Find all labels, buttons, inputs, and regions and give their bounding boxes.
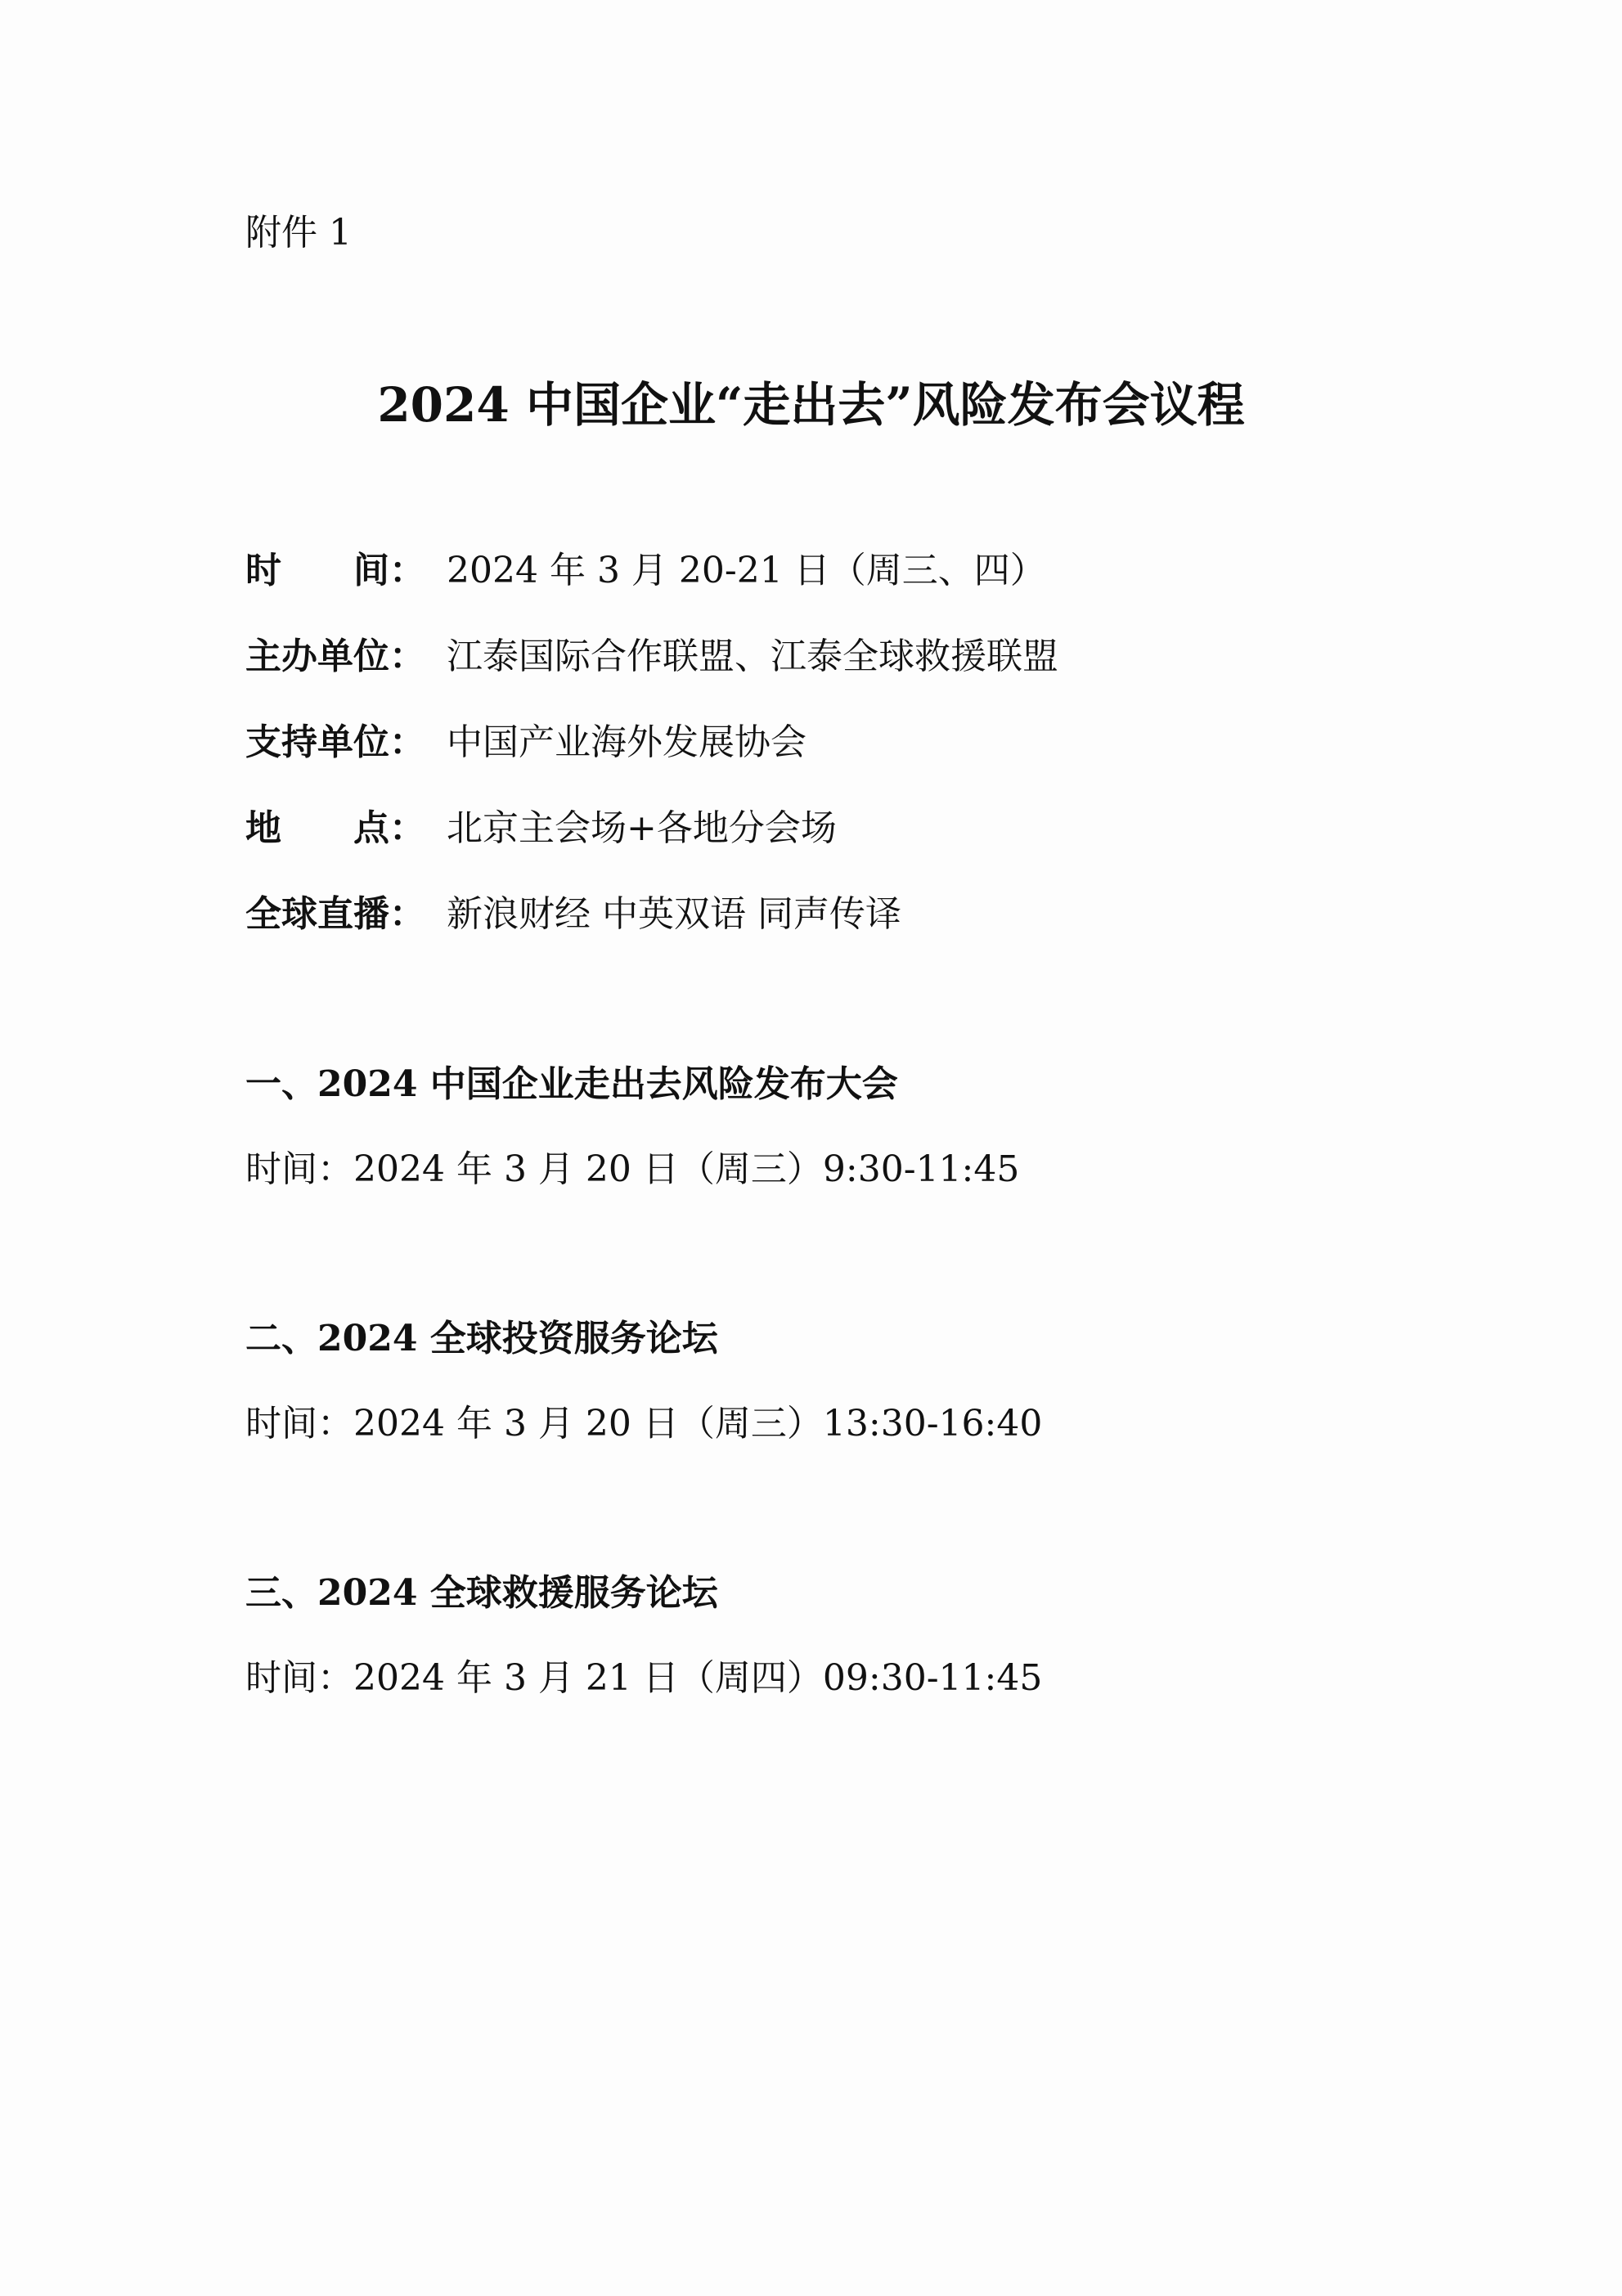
meta-label: 主办单位： [245, 636, 425, 677]
meta-label: 时 间： [245, 550, 425, 591]
meta-value: 江泰国际合作联盟、江泰全球救援联盟 [447, 636, 1058, 677]
session-time: 时间：2024 年 3 月 21 日（周四）09:30-11:45 [245, 1657, 1043, 1699]
attachment-label: 附件 1 [245, 212, 352, 254]
session-title: 三、2024 全球救援服务论坛 [245, 1572, 718, 1614]
meta-label: 支持单位： [245, 721, 425, 763]
session-title: 二、2024 全球投资服务论坛 [245, 1318, 718, 1359]
session-time: 时间：2024 年 3 月 20 日（周三）9:30-11:45 [245, 1148, 1020, 1190]
document-title: 2024 中国企业“走出去”风险发布会议程 [377, 377, 1245, 433]
meta-row-organizer [245, 632, 1058, 681]
session-time: 时间：2024 年 3 月 20 日（周三）13:30-16:40 [245, 1403, 1043, 1445]
meta-value: 中国产业海外发展协会 [447, 721, 807, 763]
meta-row-broadcast [245, 890, 901, 939]
meta-value: 新浪财经 中英双语 同声传译 [447, 893, 901, 935]
meta-row-location [245, 804, 837, 853]
meta-row-supporter [245, 718, 807, 767]
meta-value: 2024 年 3 月 20-21 日（周三、四） [447, 550, 1046, 591]
meta-row-time [245, 546, 1046, 595]
meta-value: 北京主会场+各地分会场 [447, 807, 837, 849]
meta-label: 全球直播： [245, 893, 425, 935]
session-title: 一、2024 中国企业走出去风险发布大会 [245, 1063, 898, 1105]
meta-label: 地 点： [245, 807, 425, 849]
